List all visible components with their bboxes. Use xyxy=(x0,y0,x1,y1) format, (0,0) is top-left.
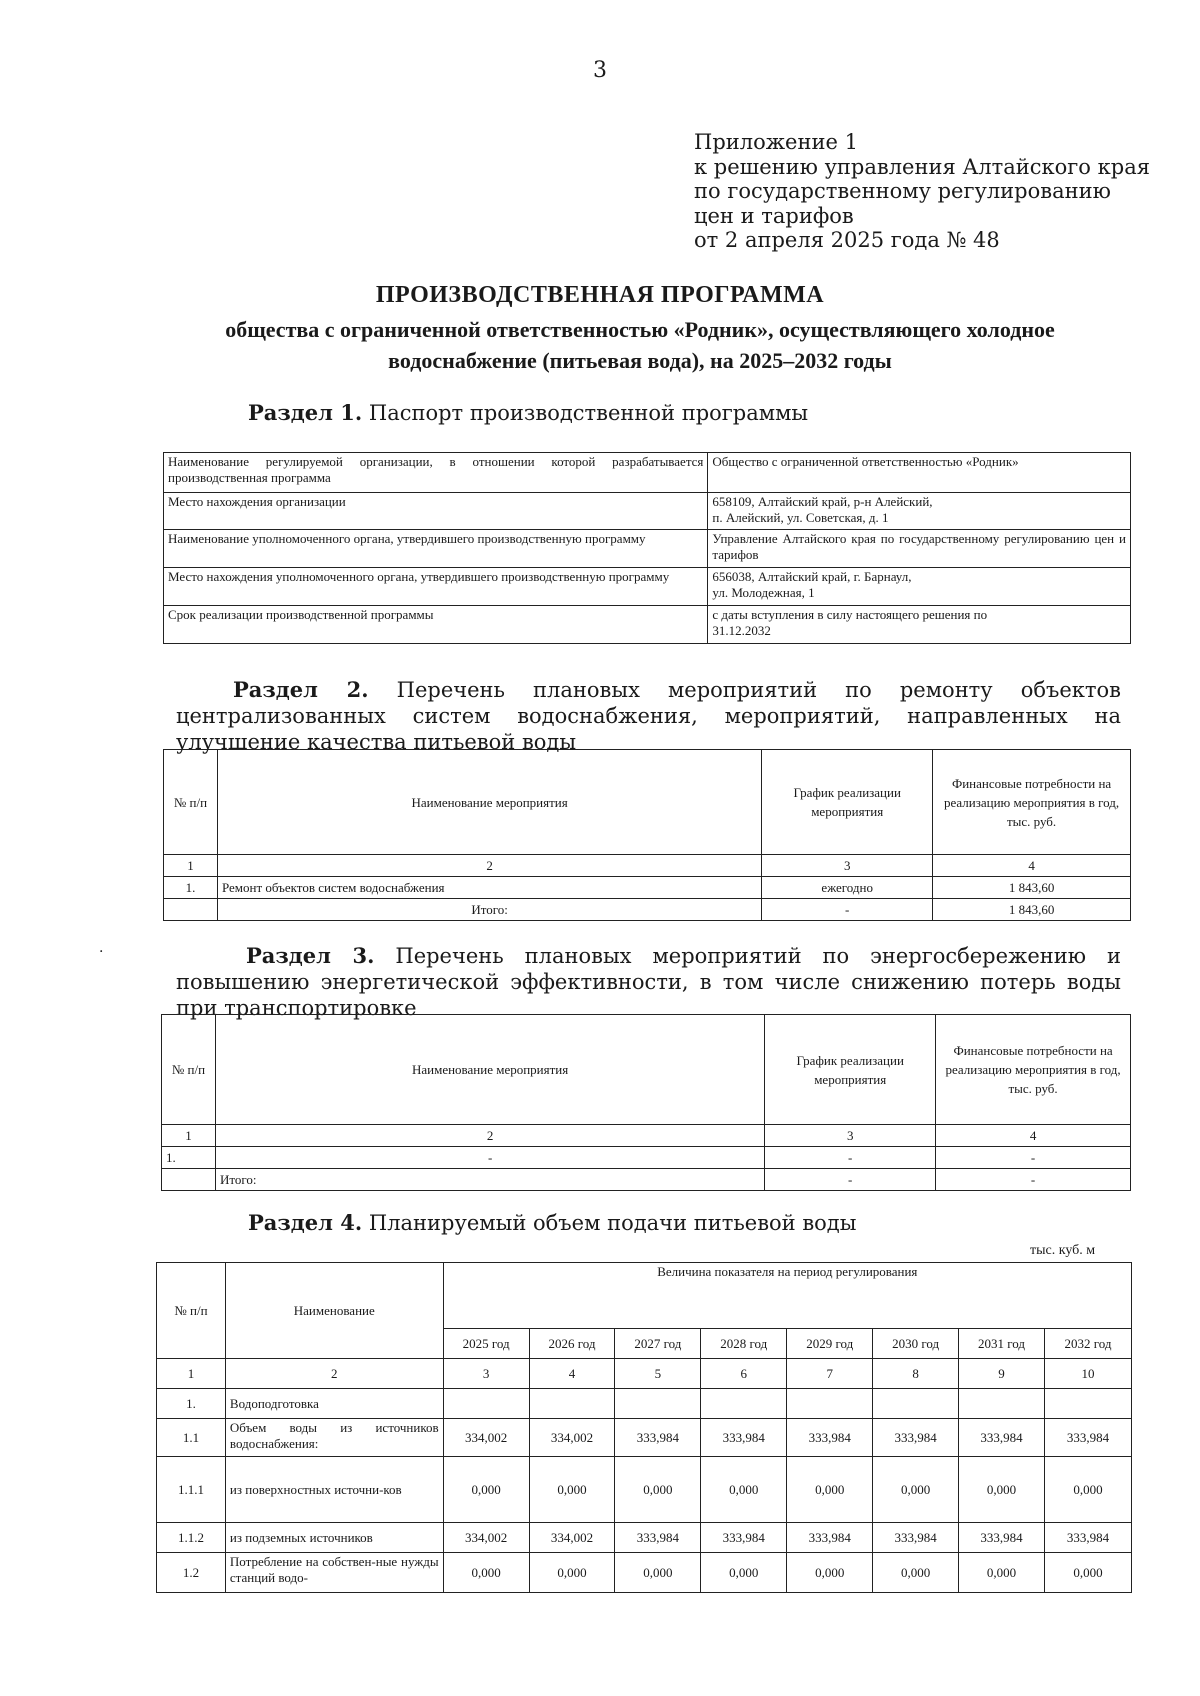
column-number: 5 xyxy=(615,1359,701,1389)
column-number: 2 xyxy=(215,1125,764,1147)
row-number: 1. xyxy=(157,1389,226,1419)
water-supply-volume-table xyxy=(156,1262,1132,1593)
year-header: 2025 год xyxy=(443,1329,529,1359)
row-number: 1. xyxy=(164,877,218,899)
value-cell: 333,984 xyxy=(959,1419,1045,1457)
row-number: 1.2 xyxy=(157,1553,226,1593)
value-cell: 0,000 xyxy=(615,1553,701,1593)
section3-heading xyxy=(176,943,1121,1021)
passport-value-line: 31.12.2032 xyxy=(712,623,771,638)
column-number: 10 xyxy=(1044,1359,1131,1389)
year-header: 2028 год xyxy=(701,1329,787,1359)
header-cell: Наименование xyxy=(225,1263,443,1359)
total-schedule: - xyxy=(762,899,933,921)
value-cell xyxy=(959,1389,1045,1419)
header-cell: Величина показателя на период регулирования xyxy=(443,1263,1131,1329)
section2-text: Перечень плановых мероприятий по ремонту объектов централизованных систем водоснабжения, мероприятий, направленных на улучшение качества питьевой воды xyxy=(176,678,1121,754)
column-number: 1 xyxy=(164,855,218,877)
passport-value-line: с даты вступления в силу настоящего решения по xyxy=(712,607,988,622)
measure-finance: - xyxy=(936,1147,1131,1169)
value-cell: 0,000 xyxy=(701,1457,787,1523)
passport-value-line: 656038, Алтайский край, г. Барнаул, xyxy=(712,569,912,584)
passport-value xyxy=(708,606,1131,644)
passport-key: Наименование регулируемой организации, в отношении которой разрабатывается производственная программа xyxy=(164,453,708,493)
empty-cell xyxy=(162,1169,216,1191)
value-cell: 333,984 xyxy=(959,1523,1045,1553)
value-cell: 0,000 xyxy=(1044,1457,1131,1523)
value-cell xyxy=(873,1389,959,1419)
header-cell: График реализации мероприятия xyxy=(765,1015,936,1125)
appendix-block xyxy=(694,130,1150,253)
value-cell: 333,984 xyxy=(1044,1419,1131,1457)
table-row xyxy=(164,568,1131,606)
document-title: ПРОИЗВОДСТВЕННАЯ ПРОГРАММА xyxy=(375,282,825,308)
measure-name: - xyxy=(215,1147,764,1169)
value-cell: 0,000 xyxy=(529,1553,615,1593)
value-cell xyxy=(443,1389,529,1419)
column-number: 4 xyxy=(529,1359,615,1389)
measure-schedule: ежегодно xyxy=(762,877,933,899)
column-number: 4 xyxy=(933,855,1131,877)
passport-value: Управление Алтайского края по государственному регулированию цен и тарифов xyxy=(708,530,1131,568)
value-cell: 0,000 xyxy=(959,1553,1045,1593)
header-cell: № п/п xyxy=(157,1263,226,1359)
value-cell xyxy=(615,1389,701,1419)
appendix-line: от 2 апреля 2025 года № 48 xyxy=(694,228,1000,252)
header-cell: Финансовые потребности на реализацию мероприятия в год, тыс. руб. xyxy=(936,1015,1131,1125)
passport-table xyxy=(163,452,1131,644)
row-number: 1.1 xyxy=(157,1419,226,1457)
table-row xyxy=(157,1523,1132,1553)
table-header-row xyxy=(164,750,1131,855)
section3-text: Перечень плановых мероприятий по энергосбережению и повышению энергетической эффективности, в том числе снижению потерь воды при транспортировке xyxy=(176,944,1121,1020)
appendix-line: Приложение 1 xyxy=(694,130,858,154)
row-name: Водоподготовка xyxy=(225,1389,443,1419)
value-cell: 0,000 xyxy=(701,1553,787,1593)
column-number: 3 xyxy=(765,1125,936,1147)
value-cell: 0,000 xyxy=(615,1457,701,1523)
row-number: 1. xyxy=(162,1147,216,1169)
total-label: Итого: xyxy=(215,1169,764,1191)
section4-text: Планируемый объем подачи питьевой воды xyxy=(362,1211,857,1235)
total-finance: 1 843,60 xyxy=(933,899,1131,921)
total-schedule: - xyxy=(765,1169,936,1191)
value-cell: 333,984 xyxy=(787,1523,873,1553)
value-cell: 0,000 xyxy=(787,1457,873,1523)
header-cell: Финансовые потребности на реализацию мероприятия в год, тыс. руб. xyxy=(933,750,1131,855)
column-number: 7 xyxy=(787,1359,873,1389)
value-cell: 0,000 xyxy=(443,1553,529,1593)
table-row xyxy=(157,1389,1132,1419)
scan-dot: · xyxy=(99,944,104,960)
column-number: 2 xyxy=(217,855,761,877)
passport-key: Срок реализации производственной программы xyxy=(164,606,708,644)
column-number: 2 xyxy=(225,1359,443,1389)
section1-label: Раздел 1. xyxy=(248,400,363,425)
passport-value-line: Общество с ограниченной ответственностью «Родник» xyxy=(712,454,1019,469)
value-cell: 333,984 xyxy=(615,1419,701,1457)
year-header: 2032 год xyxy=(1044,1329,1131,1359)
row-name: из поверхностных источни-ков xyxy=(225,1457,443,1523)
table-row xyxy=(164,877,1131,899)
year-header: 2030 год xyxy=(873,1329,959,1359)
row-number: 1.1.2 xyxy=(157,1523,226,1553)
year-header: 2029 год xyxy=(787,1329,873,1359)
measure-finance: 1 843,60 xyxy=(933,877,1131,899)
passport-key: Место нахождения организации xyxy=(164,493,708,530)
value-cell: 0,000 xyxy=(959,1457,1045,1523)
value-cell: 0,000 xyxy=(873,1457,959,1523)
value-cell xyxy=(787,1389,873,1419)
table-row xyxy=(164,606,1131,644)
page-number: 3 xyxy=(593,58,607,83)
column-number: 6 xyxy=(701,1359,787,1389)
column-number-row xyxy=(162,1125,1131,1147)
total-label: Итого: xyxy=(217,899,761,921)
value-cell: 0,000 xyxy=(787,1553,873,1593)
table-header-row xyxy=(162,1015,1131,1125)
row-name: Потребление на собствен-ные нужды станций водо- xyxy=(225,1553,443,1593)
total-row xyxy=(164,899,1131,921)
header-cell: Наименование мероприятия xyxy=(217,750,761,855)
column-number: 1 xyxy=(162,1125,216,1147)
value-cell: 334,002 xyxy=(443,1419,529,1457)
column-number: 3 xyxy=(443,1359,529,1389)
passport-value xyxy=(708,493,1131,530)
section4-heading xyxy=(248,1210,856,1236)
table-header-row xyxy=(157,1263,1132,1329)
section1-heading xyxy=(248,400,808,426)
header-cell: № п/п xyxy=(162,1015,216,1125)
section3-label: Раздел 3. xyxy=(246,943,375,968)
section2-heading xyxy=(176,677,1121,755)
column-number-row xyxy=(157,1359,1132,1389)
value-cell: 0,000 xyxy=(529,1457,615,1523)
passport-value-line: ул. Молодежная, 1 xyxy=(712,585,815,600)
column-number: 3 xyxy=(762,855,933,877)
unit-label: тыс. куб. м xyxy=(1030,1243,1096,1258)
row-name: из подземных источников xyxy=(225,1523,443,1553)
value-cell: 334,002 xyxy=(529,1419,615,1457)
table-row xyxy=(157,1553,1132,1593)
total-row xyxy=(162,1169,1131,1191)
value-cell xyxy=(701,1389,787,1419)
passport-value xyxy=(708,453,1131,493)
value-cell: 333,984 xyxy=(615,1523,701,1553)
value-cell: 334,002 xyxy=(529,1523,615,1553)
value-cell xyxy=(529,1389,615,1419)
value-cell xyxy=(1044,1389,1131,1419)
repair-measures-table xyxy=(163,749,1131,921)
value-cell: 333,984 xyxy=(873,1523,959,1553)
value-cell: 333,984 xyxy=(1044,1523,1131,1553)
document-subtitle: общества с ограниченной ответственностью «Родник», осуществляющего холодное водоснабжение (питьевая вода), на 2025–2032 годы xyxy=(225,317,1055,373)
table-row xyxy=(162,1147,1131,1169)
table-row xyxy=(164,530,1131,568)
table-row xyxy=(157,1419,1132,1457)
passport-value-line: 658109, Алтайский край, р-н Алейский, xyxy=(712,494,933,509)
value-cell: 333,984 xyxy=(701,1523,787,1553)
value-cell: 333,984 xyxy=(873,1419,959,1457)
row-name: Объем воды из источников водоснабжения: xyxy=(225,1419,443,1457)
header-cell: График реализации мероприятия xyxy=(762,750,933,855)
value-cell: 0,000 xyxy=(1044,1553,1131,1593)
total-finance: - xyxy=(936,1169,1131,1191)
passport-value xyxy=(708,568,1131,606)
header-cell: № п/п xyxy=(164,750,218,855)
column-number: 1 xyxy=(157,1359,226,1389)
measure-schedule: - xyxy=(765,1147,936,1169)
energy-saving-table xyxy=(161,1014,1131,1191)
year-header: 2026 год xyxy=(529,1329,615,1359)
column-number: 8 xyxy=(873,1359,959,1389)
table-row xyxy=(164,453,1131,493)
passport-key: Место нахождения уполномоченного органа, утвердившего производственную программу xyxy=(164,568,708,606)
column-number: 4 xyxy=(936,1125,1131,1147)
value-cell: 334,002 xyxy=(443,1523,529,1553)
appendix-line: к решению управления Алтайского края xyxy=(694,154,1150,179)
passport-value-line: п. Алейский, ул. Советская, д. 1 xyxy=(712,510,889,525)
section4-label: Раздел 4. xyxy=(248,1210,363,1235)
passport-key: Наименование уполномоченного органа, утвердившего производственную программу xyxy=(164,530,708,568)
empty-cell xyxy=(164,899,218,921)
value-cell: 0,000 xyxy=(873,1553,959,1593)
appendix-line: по государственному регулированию xyxy=(694,179,1111,203)
value-cell: 333,984 xyxy=(787,1419,873,1457)
measure-name: Ремонт объектов систем водоснабжения xyxy=(217,877,761,899)
column-number-row xyxy=(164,855,1131,877)
row-number: 1.1.1 xyxy=(157,1457,226,1523)
value-cell: 0,000 xyxy=(443,1457,529,1523)
table-row xyxy=(157,1457,1132,1523)
section1-text: Паспорт производственной программы xyxy=(362,401,809,425)
column-number: 9 xyxy=(959,1359,1045,1389)
section2-label: Раздел 2. xyxy=(233,677,369,702)
year-header: 2031 год xyxy=(959,1329,1045,1359)
value-cell: 333,984 xyxy=(701,1419,787,1457)
header-cell: Наименование мероприятия xyxy=(215,1015,764,1125)
appendix-line: цен и тарифов xyxy=(694,203,854,228)
table-row xyxy=(164,493,1131,530)
year-header: 2027 год xyxy=(615,1329,701,1359)
